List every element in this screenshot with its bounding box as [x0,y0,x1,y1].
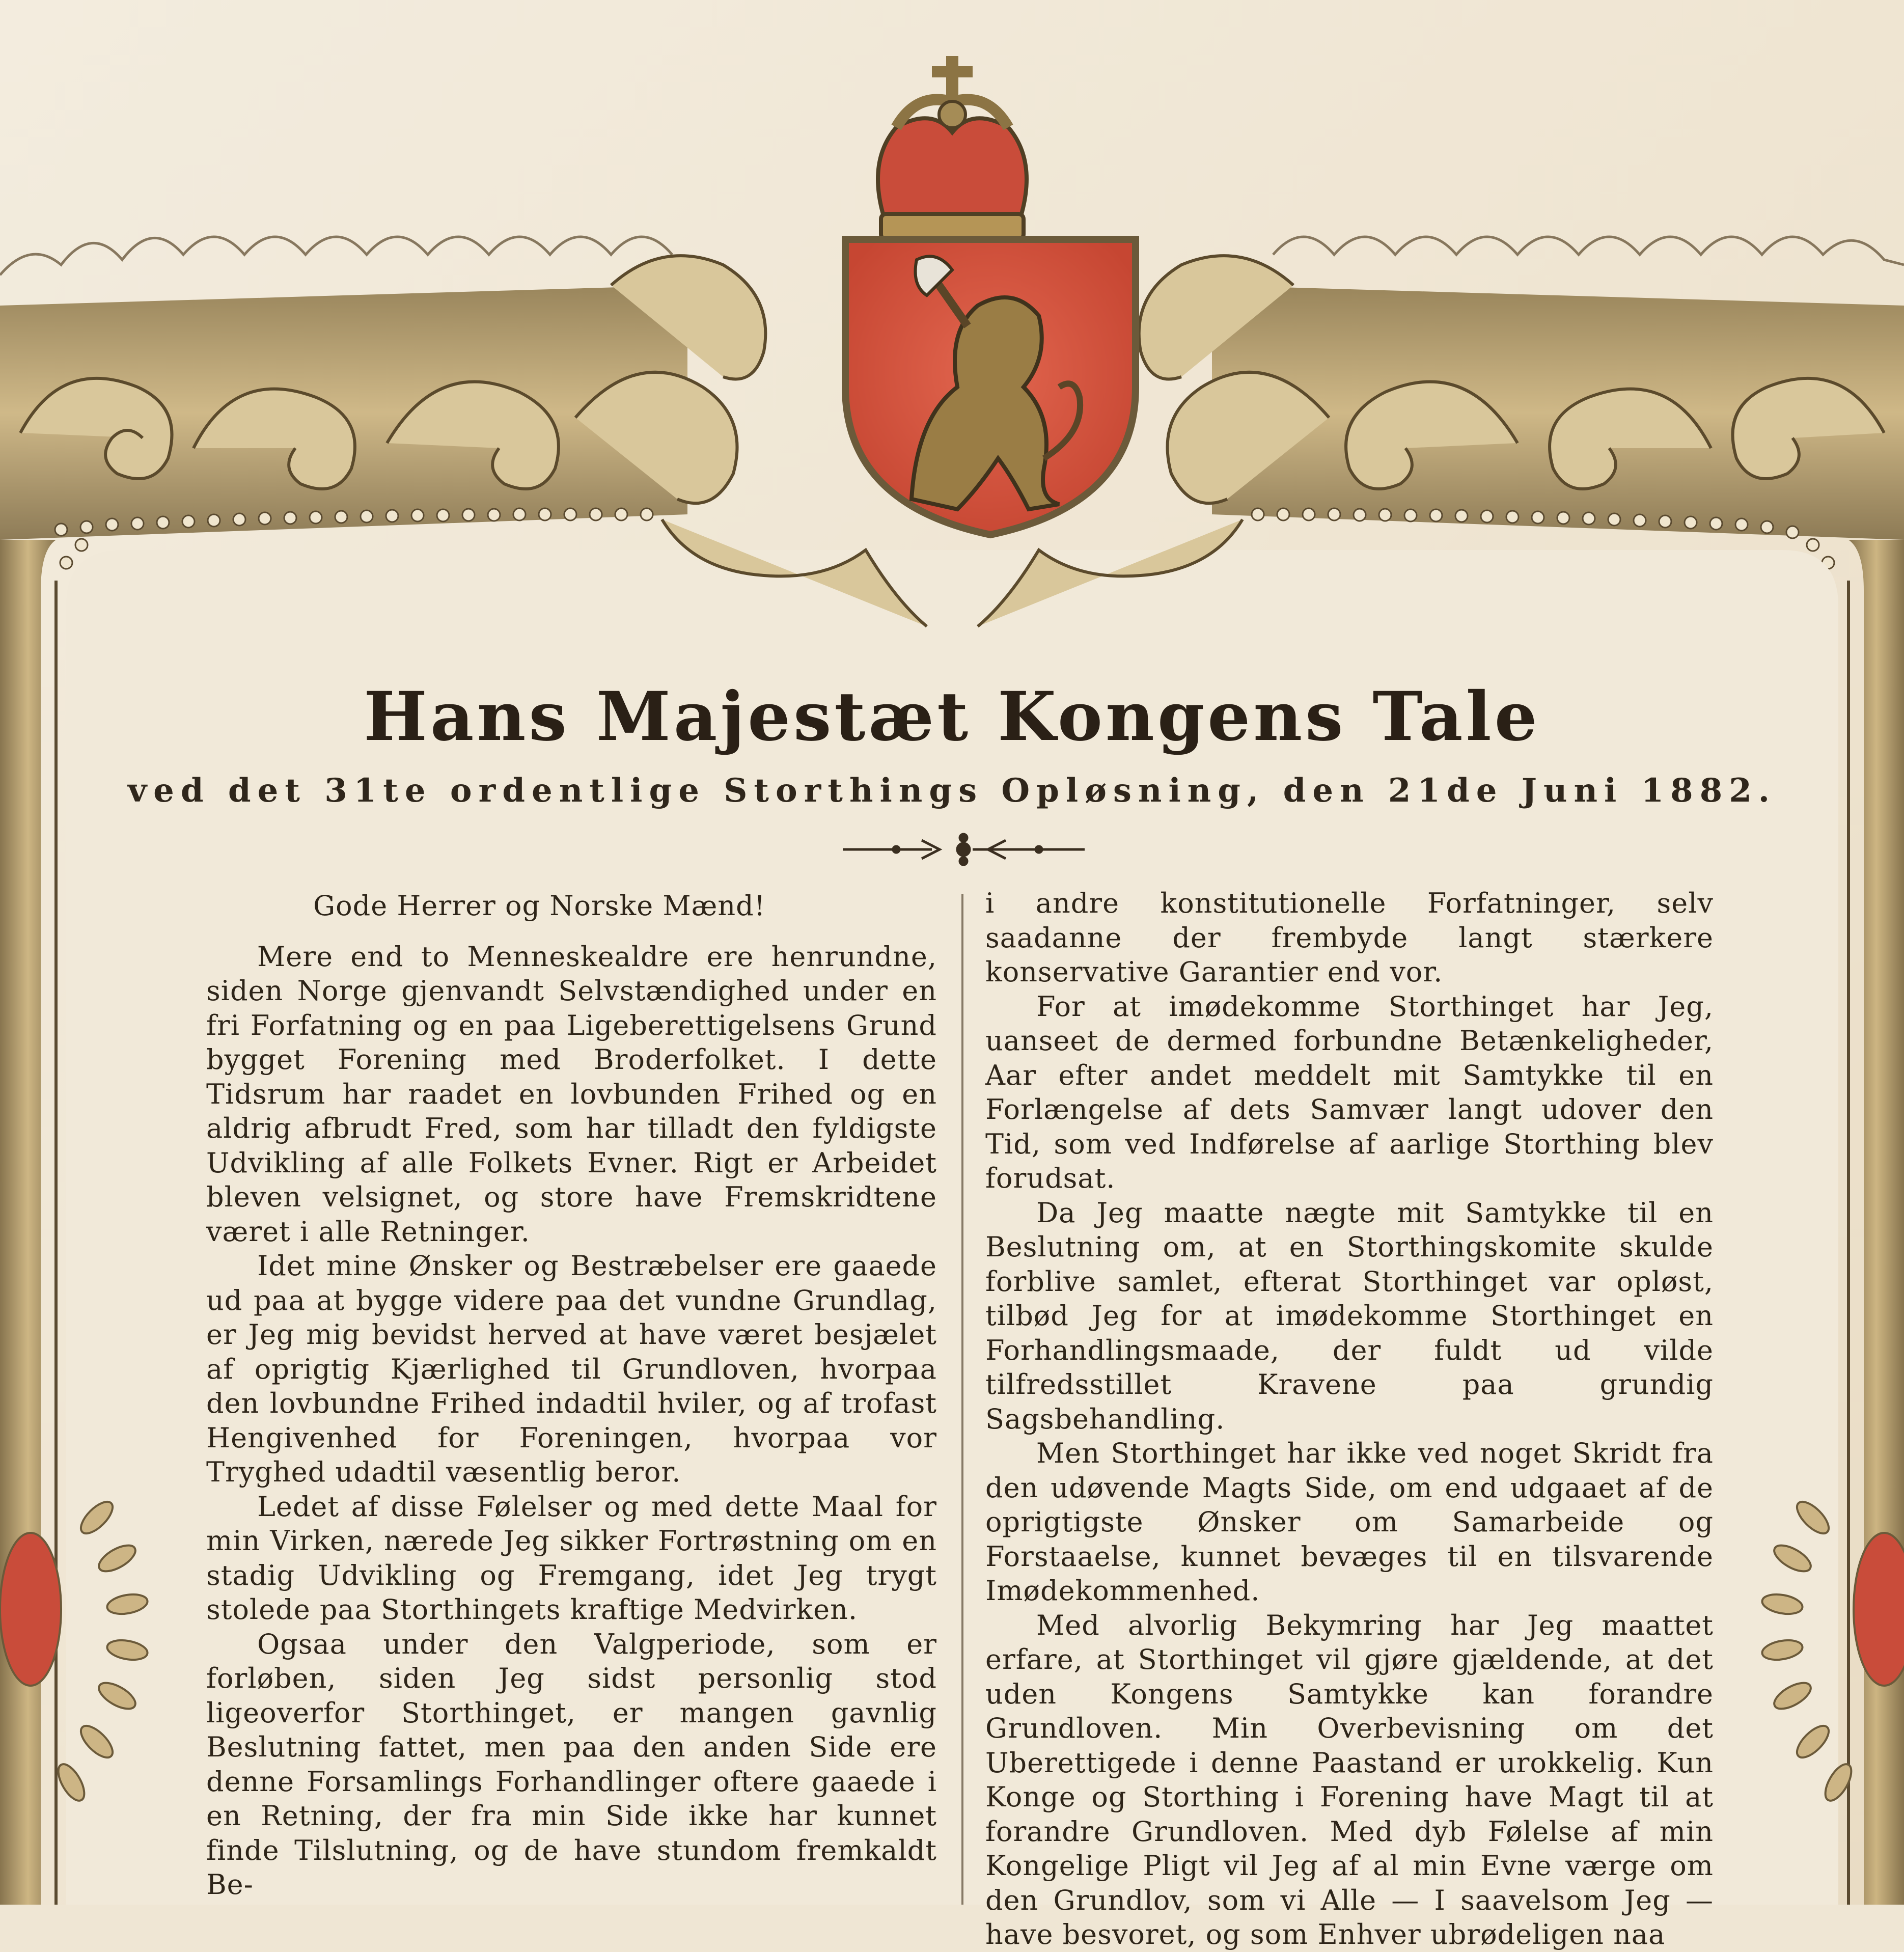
paragraph: Men Storthinget har ikke ved noget Skridt fra den udøvende Magts Side, om end udgaaet af de oprigtigste Ønsker om Samarbeide og Forstaaelse, kunnet bevæges til en tilsvarende Imødekommenhed. [985,1437,1714,1607]
column-divider [961,894,963,1905]
paragraph: Ledet af disse Følelser og med dette Maal for min Virken, nærede Jeg sikker Fortrøstning om en stadig Udvikling og Fremgang, idet Jeg trygt stolede paa Storthingets kraftige Medvirken. [206,1490,937,1626]
page-subtitle: ved det 31te ordentlige Storthings Opløsning, den 21de Juni 1882. [127,772,1777,810]
paragraph: For at imødekomme Storthinget har Jeg, uanseet de dermed forbundne Betænkeligheder, Aar efter andet meddelt mit Samtykke til en Forlængelse af dets Samvær langt udover den Tid, som ved Indførelse af aarlige Storthing blev forudsat. [985,990,1714,1194]
paragraph: Da Jeg maatte nægte mit Samtykke til en Beslutning om, at en Storthingskomite skulde forblive samlet, efterat Storthinget var opløst, tilbød Jeg for at imødekomme Storthinget en Forhandlingsmaade, der fuldt ud vilde tilfredsstillet Kravene paa grundig Sagsbehandling. [985,1196,1714,1435]
greeting: Gode Herrer og Norske Mænd! [313,890,766,922]
paragraph: Mere end to Menneskealdre ere henrundne, siden Norge gjenvandt Selvstændighed under en fri Forfatning og en paa Ligeberettigelsens Grund bygget Forening med Broderfolket. I dette Tidsrum har raadet en lovbunden Frihed og en aldrig afbrudt Fred, som har tilladt den fyldigste Udvikling af alle Folkets Evner. Rigt er Arbeidet bleven velsignet, og store have Fremskridtene været i alle Retninger. [206,940,937,1248]
text-column-left [206,889,937,1905]
page-title: Hans Majestæt Kongens Tale [364,677,1540,756]
paragraph-continuation: i andre konstitutionelle Forfatninger, selv saadanne der frembyde langt stærkere konservative Garantier end vor. [985,887,1714,988]
paragraph: Ogsaa under den Valgperiode, som er forløben, siden Jeg sidst personlig stod ligeoverfor Storthinget, er mangen gavnlig Beslutning fattet, men paa den anden Side ere denne Forsamlings Forhandlinger oftere gaaede i en Retning, der fra min Side ikke har kunnet finde Tilslutning, og de have stundom fremkaldt Be- [206,1628,937,1901]
paragraph: Idet mine Ønsker og Bestræbelser ere gaaede ud paa at bygge videre paa det vundne Grundlag, er Jeg mig bevidst herved at have været besjælet af oprigtig Kjærlighed til Grundloven, hvorpaa den lovbundne Frihed indadtil hviler, og af trofast Hengivenhed for Foreningen, hvorpaa vor Tryghed udadtil væsentlig beror. [206,1250,937,1488]
lion-with-axe-icon [845,239,1136,535]
paragraph: Med alvorlig Bekymring har Jeg maattet erfare, at Storthinget vil gjøre gjældende, at det uden Kongens Samtykke kan forandre Grundloven. Min Overbevisning om det Uberettigede i denne Paastand er urokkelig. Kun Konge og Storthing i Forening have Magt til at forandre Grundloven. Med dyb Følelse af min Kongelige Pligt vil Jeg af al min Evne værge om den Grundlov, som vi Alle — I saavelsom Jeg — have besvoret, og som Enhver ubrødeligen naa [985,1609,1714,1950]
text-column-right [985,886,1714,1950]
